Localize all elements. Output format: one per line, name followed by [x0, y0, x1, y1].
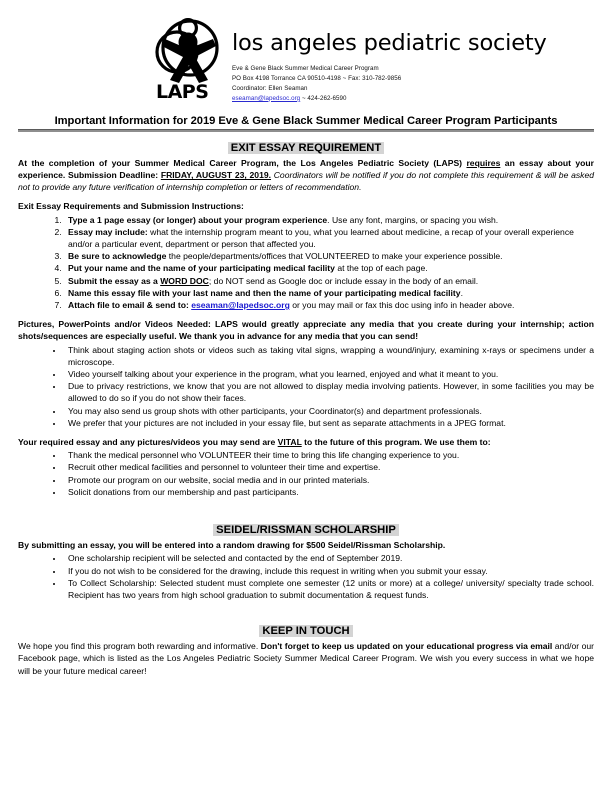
org-line-program: Eve & Gene Black Summer Medical Career Program [232, 64, 379, 72]
list-item: • Due to privacy restrictions, we know that you are not allowed to display media involving patients. However, in some facilities you may be allowed to do so if you do not show their faces. [64, 380, 594, 404]
exit-essay-list-label: Exit Essay Requirements and Submission Instructions: [18, 201, 244, 212]
item-4-rest: at the top of each page. [334, 263, 428, 274]
laps-figure-logo [150, 18, 226, 86]
list-item [64, 287, 594, 299]
keep-in-touch-a: We hope you find this program both rewarding and informative. [18, 641, 261, 652]
vital-lead-b: to the future of this program. We use them to: [301, 437, 491, 448]
keep-in-touch-b: and/or our Facebook page, which is listed as the Los Angeles Pediatric Society Summer Medical Career Program. We wish you every success in what we hope will be your future medical career! [18, 641, 595, 676]
exit-essay-instructions-list [18, 214, 594, 312]
media-lead-bold: Pictures, PowerPoints and/or Videos Needed: [18, 319, 211, 330]
org-contact-lines [232, 64, 547, 104]
list-item [64, 275, 594, 287]
section-heading-scholarship [18, 520, 594, 538]
spacer [18, 498, 594, 514]
vital-lead [18, 436, 594, 448]
list-item: • Video yourself talking about your experience in the program, what you learned, enjoyed and what it meant to you. [64, 368, 594, 380]
keep-in-touch-body [18, 640, 594, 677]
list-item: • If you do not wish to be considered for the drawing, include this request in writing when you submit your essay. [64, 565, 594, 577]
media-lead [18, 318, 594, 342]
media-lead-rest: LAPS would greatly appreciate any media that you create during your internship; action shots/sequences are especially useful. We thank you in advance for any media that you can send! [18, 319, 594, 342]
vital-bullets [18, 449, 594, 498]
item-7-bold: Attach file to email & send to: [68, 300, 192, 311]
keep-in-touch-bold: Don't forget to keep us updated on your educational progress via email [260, 641, 553, 652]
exit-essay-deadline: FRIDAY, AUGUST 23, 2019. [160, 170, 272, 181]
list-item: • Think about staging action shots or videos such as taking vital signs, wrapping a wound/injury, examining x-rays or specimens under a microscope. [64, 344, 594, 368]
exit-essay-intro-b: an essay about your experience. Submission Deadline: [18, 157, 594, 181]
exit-essay-intro-a: At the completion of your Summer Medical Career Program, the Los Angeles Pediatric Society (LAPS) [18, 157, 467, 168]
exit-essay-requires: requires [466, 157, 501, 168]
title-divider [18, 129, 594, 132]
vital-lead-a: Your required essay and any pictures/videos you may send are [18, 437, 278, 448]
list-item: • To Collect Scholarship: Selected student must complete one semester (12 units or more) at a college/ university/ specialty trade school. Recipient has two years from high school graduation to submit documentation & request funds. [64, 577, 594, 601]
page-title: Important Information for 2019 Eve & Gene Black Summer Medical Career Program Participants [54, 114, 558, 127]
org-name: los angeles pediatric society [232, 30, 547, 56]
item-7-email-link[interactable]: eseaman@lapedsoc.org [191, 300, 290, 311]
item-3-rest: the people/departments/offices that VOLUNTEERED to make your experience possible. [166, 251, 503, 262]
list-item [64, 299, 594, 311]
exit-essay-intro-italic: Coordinators will be notified if you do not complete this requirement & will be asked not to provide any future verification of internship completion or letters of recommendation. [18, 170, 595, 193]
list-item: • We prefer that your pictures are not included in your essay file, but sent as separate attachments in a JPEG format. [64, 417, 594, 429]
item-4-bold: Put your name and the name of your participating medical facility [68, 263, 335, 274]
spacer [18, 193, 594, 200]
item-5-bold: Submit the essay as a [68, 275, 161, 286]
org-email-link[interactable]: eseaman@lapedsoc.org [232, 94, 301, 102]
section-heading-keep-in-touch [18, 621, 594, 639]
section-heading-exit-essay [18, 138, 594, 156]
item-2-bold: Essay may include: [68, 226, 148, 237]
scholarship-bullets [18, 552, 594, 601]
org-line-email [232, 94, 547, 104]
section-heading-scholarship-label: SEIDEL/RISSMAN SCHOLARSHIP [213, 524, 399, 536]
list-item [64, 262, 594, 274]
list-item: • Recruit other medical facilities and personnel to volunteer their time and expertise. [64, 461, 594, 473]
list-item: • Thank the medical personnel who VOLUNTEER their time to bring this life changing experience to you. [64, 449, 594, 461]
item-6-bold: Name this essay file with your last name and then the name of your participating medical facility [68, 287, 461, 298]
list-item: • Solicit donations from our membership and past participants. [64, 486, 594, 498]
item-5-word-doc: WORD DOC [160, 275, 209, 286]
org-line-coordinator: Coordinator: Ellen Seaman [232, 84, 308, 92]
media-bullets [18, 344, 594, 429]
list-item [64, 250, 594, 262]
letterhead [18, 0, 594, 104]
spacer [18, 601, 594, 615]
item-6-rest: . [460, 287, 463, 298]
laps-logo-text: LAPS [156, 81, 209, 103]
section-heading-exit-essay-label: EXIT ESSAY REQUIREMENT [228, 142, 384, 154]
item-5-rest: ; do NOT send as Google doc or include essay in the body of an email. [208, 275, 479, 286]
list-item: • You may also send us group shots with other participants, your Coordinator(s) and department professionals. [64, 405, 594, 417]
item-2-rest: what the internship program meant to you, what you learned about medicine, a recap of your overall experience and/or a particular event, department or person that affected you. [68, 226, 574, 250]
item-1-rest: . Use any font, margins, or spacing you wish. [327, 214, 499, 225]
spacer [18, 429, 594, 436]
scholarship-lead: By submitting an essay, you will be entered into a random drawing for $500 Seidel/Rissman Scholarship. [18, 540, 446, 551]
laps-logo [150, 18, 226, 102]
list-item [64, 214, 594, 226]
spacer [18, 311, 594, 318]
item-3-bold: Be sure to acknowledge [68, 251, 167, 262]
section-heading-keep-in-touch-label: KEEP IN TOUCH [259, 625, 352, 637]
list-item: • One scholarship recipient will be selected and contacted by the end of September 2019. [64, 552, 594, 564]
exit-essay-intro [18, 157, 594, 194]
list-item [64, 226, 594, 250]
org-line-address: PO Box 4198 Torrance CA 90510-4198 ~ Fax: 310-782-9856 [232, 74, 402, 82]
org-block [232, 18, 547, 104]
list-item: • Promote our program on our website, social media and in our printed materials. [64, 474, 594, 486]
item-1-bold: Type a 1 page essay (or longer) about your program experience [68, 214, 328, 225]
item-7-rest: or you may mail or fax this doc using info in header above. [289, 300, 515, 311]
org-phone: ~ 424-262-6590 [300, 94, 347, 102]
vital-keyword: VITAL [277, 437, 302, 448]
